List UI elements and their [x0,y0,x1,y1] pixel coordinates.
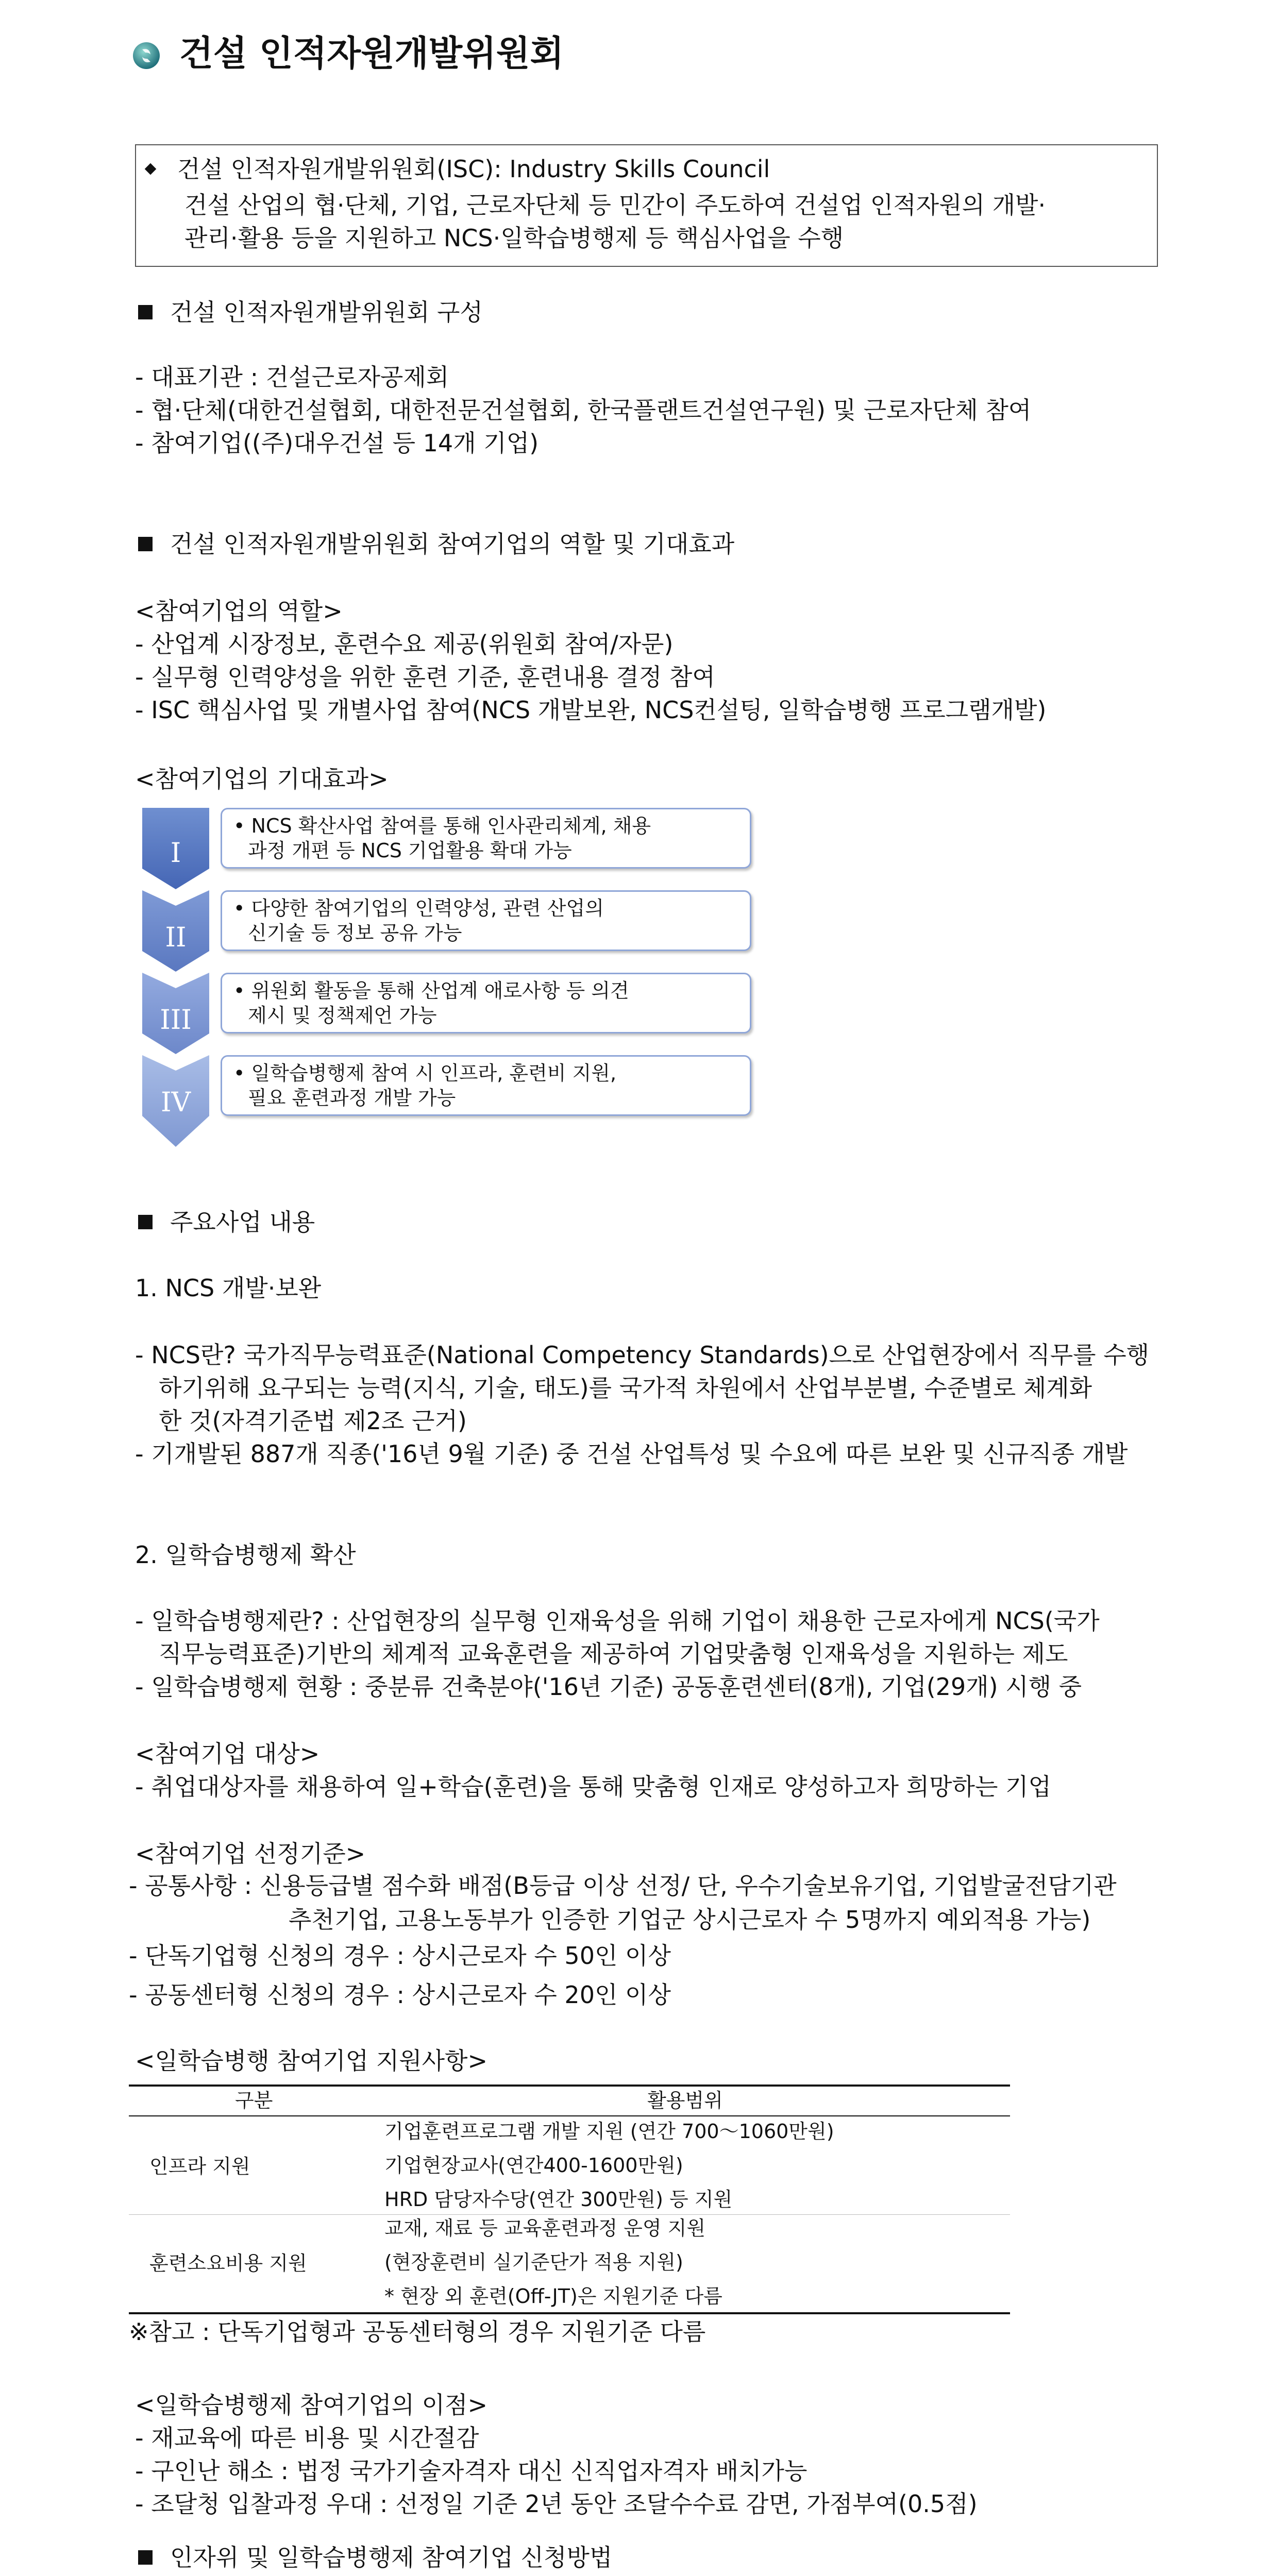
subsection-title-work-learning: 2. 일학습병행제 확산 [135,1541,356,1569]
list-item: - 협·단체(대한건설협회, 대한전문건설협회, 한국플랜트건설연구원) 및 근로자단체 참여 [135,396,1032,424]
title-logo-icon [132,41,161,70]
table-row-divider [129,2214,1010,2215]
square-bullet-icon [138,2550,153,2565]
table-cell-item: HRD 담당자수당(연간 300만원) 등 지원 [384,2188,733,2211]
effect-text: 제시 및 정책제언 가능 [248,1004,437,1027]
isc-info-box [135,144,1158,267]
bullet-diamond-icon [145,163,157,175]
criteria-title: <참여기업 선정기준> [135,1840,366,1868]
list-item: - 조달청 입찰과정 우대 : 선정일 기준 2년 동안 조달수수료 감면, 가점부여(0.5점) [135,2490,978,2518]
effect-number: III [160,1005,192,1036]
effect-chevron-4 [142,1055,221,1148]
list-item: - 대표기관 : 건설근로자공제회 [135,363,449,391]
support-table-title: <일학습병행 참여기업 지원사항> [135,2047,487,2075]
effect-text: • NCS 확산사업 참여를 통해 인사관리체계, 채용 [233,815,651,837]
subsection-title-ncs: 1. NCS 개발·보완 [135,1274,322,1302]
paragraph-line: - 기개발된 887개 직종('16년 9월 기준) 중 건설 산업특성 및 수요에 따른 보완 및 신규직종 개발 [135,1440,1128,1468]
square-bullet-icon [138,1215,153,1229]
list-item: - 구인난 해소 : 법정 국가기술자격자 대신 신직업자격자 배치가능 [135,2457,808,2485]
table-note: ※참고 : 단독기업형과 공동센터형의 경우 지원기준 다름 [129,2318,706,2346]
table-cell-item: 기업훈련프로그램 개발 지원 (연간 700～1060만원) [384,2120,834,2143]
effect-chevron-3 [142,973,221,1055]
effect-number: IV [160,1087,191,1118]
table-bottom-rule [129,2312,1010,2314]
paragraph-line: - NCS란? 국가직무능력표준(National Competency Standards)으로 산업현장에서 직무를 수행 [135,1341,1150,1369]
effect-box-1 [221,808,751,869]
square-bullet-icon [138,537,153,551]
table-top-rule [129,2084,1010,2087]
table-cell-item: * 현장 외 훈련(Off-JT)은 지원기준 다름 [384,2285,722,2308]
page-title: 건설 인적자원개발위원회 [179,33,564,74]
info-line-2: 관리·활용 등을 지원하고 NCS·일학습병행제 등 핵심사업을 수행 [184,224,844,252]
paragraph-line: 한 것(자격기준법 제2조 근거) [159,1407,467,1435]
paragraph-line: 하기위해 요구되는 능력(지식, 기술, 태도)를 국가적 차원에서 산업부분별, 수준별로 체계화 [159,1374,1092,1402]
criteria-line: - 공동센터형 신청의 경우 : 상시근로자 수 20인 이상 [129,1981,671,2009]
effect-box-3 [221,973,751,1033]
section-heading-main-business: 주요사업 내용 [138,1206,315,1239]
table-cell-category: 훈련소요비용 지원 [149,2252,307,2275]
paragraph-line: 직무능력표준)기반의 체계적 교육훈련을 제공하여 기업맞춤형 인재육성을 지원하는 제도 [159,1640,1068,1668]
criteria-line: - 공통사항 : 신용등급별 점수화 배점(B등급 이상 선정/ 단, 우수기술보유기업, 기업발굴전담기관 [129,1872,1117,1900]
effect-text: 신기술 등 정보 공유 가능 [248,922,462,944]
effect-text: • 일학습병행제 참여 시 인프라, 훈련비 지원, [233,1062,617,1084]
info-head: 건설 인적자원개발위원회(ISC): Industry Skills Council [177,155,770,183]
list-item: - ISC 핵심사업 및 개별사업 참여(NCS 개발보완, NCS컨설팅, 일학습병행 프로그램개발) [135,696,1047,724]
section-heading-apply: 인자위 및 일학습병행제 참여기업 신청방법 [138,2541,612,2574]
effect-text: • 다양한 참여기업의 인력양성, 관련 산업의 [233,897,604,920]
effect-chevron-1 [142,808,221,890]
effect-box-2 [221,890,751,951]
square-bullet-icon [138,305,153,319]
table-cell-item: (현장훈련비 실기준단가 적용 지원) [384,2251,683,2274]
effect-box-4 [221,1055,751,1116]
effect-text: • 위원회 활동을 통해 산업계 애로사항 등 의견 [233,979,629,1002]
target-title: <참여기업 대상> [135,1740,320,1768]
roles-title: <참여기업의 역할> [135,597,343,625]
paragraph-line: - 일학습병행제란? : 산업현장의 실무형 인재육성을 위해 기업이 채용한 근로자에게 NCS(국가 [135,1607,1100,1635]
effect-number: II [165,922,187,953]
table-cell-item: 기업현장교사(연간400-1600만원) [384,2154,683,2177]
paragraph-line: - 일학습병행제 현황 : 중분류 건축분야('16년 기준) 공동훈련센터(8개), 기업(29개) 시행 중 [135,1673,1082,1701]
table-cell-category: 인프라 지원 [149,2155,250,2178]
section-heading-composition: 건설 인적자원개발위원회 구성 [138,296,483,329]
table-header-category: 구분 [235,2089,273,2112]
effect-text: 과정 개편 등 NCS 기업활용 확대 가능 [248,839,572,862]
table-header-scope: 활용범위 [647,2089,723,2112]
table-cell-item: 교재, 재료 등 교육훈련과정 운영 지원 [384,2217,706,2240]
criteria-line: - 단독기업형 신청의 경우 : 상시근로자 수 50인 이상 [129,1942,671,1970]
info-line-1: 건설 산업의 협·단체, 기업, 근로자단체 등 민간이 주도하여 건설업 인적자원의 개발· [184,191,1046,219]
target-line: - 취업대상자를 채용하여 일+학습(훈련)을 통해 맞춤형 인재로 양성하고자 희망하는 기업 [135,1773,1051,1801]
list-item: - 산업계 시장정보, 훈련수요 제공(위원회 참여/자문) [135,630,674,658]
criteria-line: 추천기업, 고용노동부가 인증한 기업군 상시근로자 수 5명까지 예외적용 가능) [289,1906,1091,1934]
info-head-row [146,152,770,185]
list-item: - 참여기업((주)대우건설 등 14개 기업) [135,429,539,457]
section-heading-roles: 건설 인적자원개발위원회 참여기업의 역할 및 기대효과 [138,528,734,561]
effect-number: I [170,838,181,869]
list-item: - 재교육에 따른 비용 및 시간절감 [135,2424,479,2452]
list-item: - 실무형 인력양성을 위한 훈련 기준, 훈련내용 결정 참여 [135,663,715,691]
effects-title: <참여기업의 기대효과> [135,765,389,793]
benefits-title: <일학습병행제 참여기업의 이점> [135,2391,487,2419]
effect-chevron-2 [142,890,221,973]
table-header-rule [129,2115,1010,2116]
effect-text: 필요 훈련과정 개발 가능 [248,1087,456,1109]
